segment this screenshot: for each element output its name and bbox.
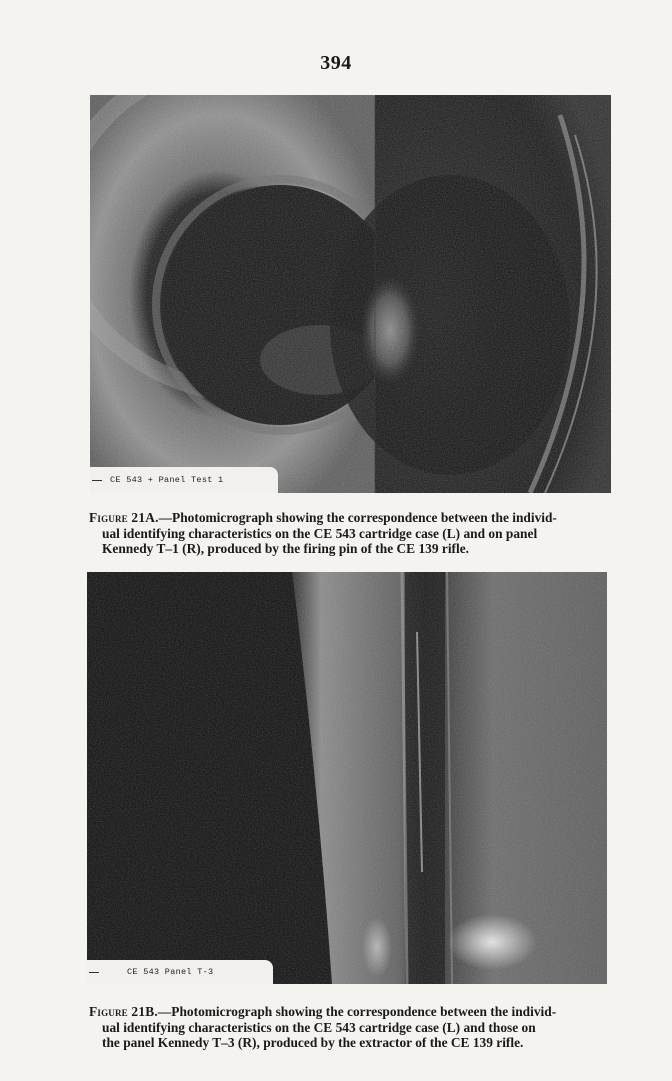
page-number: 394 bbox=[320, 52, 352, 74]
figure-label: Figure 21B. bbox=[89, 1004, 158, 1019]
photo-label-a bbox=[90, 467, 278, 493]
photo-label-text: CE 543 + Panel Test 1 bbox=[110, 475, 224, 485]
caption-line: ual identifying characteristics on the CE 543 cartridge case (L) and those on bbox=[102, 1019, 536, 1035]
caption-line: the panel Kennedy T–3 (R), produced by the extractor of the CE 139 rifle. bbox=[102, 1035, 524, 1050]
caption-line: ual identifying characteristics on the CE 543 cartridge case (L) and on panel bbox=[102, 525, 538, 541]
photo-label-b bbox=[87, 960, 273, 984]
photomicrograph-figure-21a bbox=[90, 95, 611, 493]
figure-21b-caption bbox=[89, 1004, 619, 1051]
extractor-comparison-image bbox=[87, 572, 607, 984]
caption-line: —Photomicrograph showing the correspondence between the individ- bbox=[158, 510, 557, 525]
figure-21a-caption bbox=[89, 510, 619, 557]
label-dash bbox=[89, 972, 99, 973]
caption-line: Kennedy T–1 (R), produced by the firing pin of the CE 139 rifle. bbox=[102, 541, 470, 556]
photomicrograph-figure-21b bbox=[87, 572, 607, 984]
caption-line: —Photomicrograph showing the correspondence between the individ- bbox=[157, 1004, 557, 1019]
label-dash bbox=[92, 480, 102, 481]
firing-pin-comparison-image bbox=[90, 95, 611, 493]
figure-label: Figure 21A. bbox=[89, 510, 159, 525]
photo-label-text: CE 543 Panel T-3 bbox=[127, 967, 214, 977]
